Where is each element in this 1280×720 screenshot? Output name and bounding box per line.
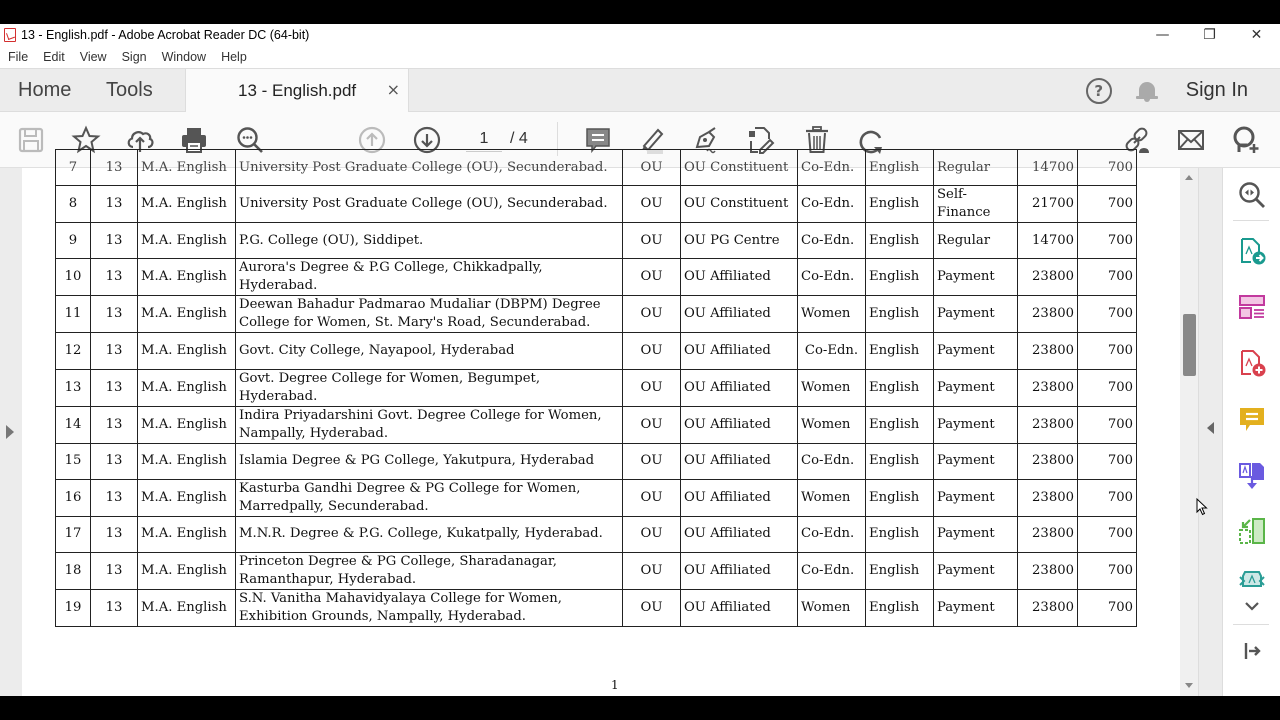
- tab-bar-actions: [1086, 69, 1280, 112]
- tools-divider: [1233, 220, 1269, 221]
- save-icon[interactable]: [15, 124, 47, 156]
- page-number-input[interactable]: 1: [466, 126, 502, 152]
- window-controls: [1139, 24, 1280, 46]
- left-navigation-pane: [0, 168, 22, 696]
- compress-icon[interactable]: [1237, 516, 1267, 546]
- expand-left-pane-icon[interactable]: [6, 425, 14, 439]
- combine-files-icon[interactable]: [1237, 460, 1267, 490]
- notifications-bell-icon[interactable]: [1136, 79, 1158, 103]
- document-area: [0, 159, 1280, 696]
- table-row: 18 13 M.A. English Princeton Degree & PG College, Sharadanagar, Ramanthapur, Hyderabad. OU OU Affiliated Co-Edn. English Payment 23800 700: [56, 552, 1137, 589]
- mouse-cursor-icon: [1196, 498, 1208, 516]
- organize-pages-icon[interactable]: [1237, 292, 1267, 322]
- tab-document-label: 13 - English.pdf: [238, 81, 357, 100]
- tools-divider-bottom: [1233, 624, 1269, 625]
- more-tools-chevron-icon[interactable]: [1237, 598, 1267, 616]
- table-row: 12 13 M.A. English Govt. City College, Nayapool, Hyderabad OU OU Affiliated Co-Edn. English Payment 23800 700: [56, 333, 1137, 369]
- table-row: 19 13 M.A. English S.N. Vanitha Mahavidyalaya College for Women, Exhibition Grounds, Nampally, Hyderabad. OU OU Affiliated Women English Payment 23800 700: [56, 589, 1137, 626]
- scrollbar-thumb[interactable]: [1183, 314, 1196, 376]
- menu-window[interactable]: Window: [161, 50, 207, 64]
- menu-bar: [0, 46, 1280, 68]
- title-bar: [0, 24, 1280, 46]
- menu-view[interactable]: View: [79, 50, 107, 64]
- comment-tool-icon[interactable]: [1237, 404, 1267, 434]
- minimize-button[interactable]: —: [1155, 27, 1170, 43]
- help-icon[interactable]: ?: [1086, 78, 1112, 104]
- right-pane-toggle-strip: [1198, 168, 1222, 696]
- table-row: 15 13 M.A. English Islamia Degree & PG College, Yakutpura, Hyderabad OU OU Affiliated Co-Edn. English Payment 23800 700: [56, 443, 1137, 479]
- tab-document[interactable]: [185, 69, 409, 113]
- table-row: 11 13 M.A. English Deewan Bahadur Padmarao Mudaliar (DBPM) Degree College for Women, St. Mary's Road, Secunderabad. OU OU Affiliated Women English Payment 23800 700: [56, 296, 1137, 333]
- create-pdf-icon[interactable]: [1237, 348, 1267, 378]
- menu-file[interactable]: File: [8, 50, 29, 64]
- table-row: 16 13 M.A. English Kasturba Gandhi Degree & PG College for Women, Marredpally, Secunderabad. OU OU Affiliated Women English Payment 23800 700: [56, 479, 1137, 516]
- tab-home[interactable]: Home: [18, 79, 72, 101]
- zoom-tool-icon[interactable]: [1237, 180, 1267, 210]
- table-row: 9 13 M.A. English P.G. College (OU), Siddipet. OU OU PG Centre Co-Edn. English Regular 14700 700: [56, 223, 1137, 259]
- table-row: 13 13 M.A. English Govt. Degree College for Women, Begumpet, Hyderabad. OU OU Affiliated Women English Payment 23800 700: [56, 369, 1137, 406]
- page-total-label: / 4: [510, 130, 528, 147]
- menu-edit[interactable]: Edit: [43, 50, 65, 64]
- window-title: 13 - English.pdf - Adobe Acrobat Reader DC (64-bit): [21, 28, 310, 42]
- add-user-icon[interactable]: [1230, 124, 1262, 156]
- table-row-partial: 7 13 M.A. English University Post Graduate College (OU), Secunderabad. OU OU Constituent Co-Edn. English Regular 14700 700: [56, 150, 1137, 186]
- colleges-table: [55, 149, 1137, 627]
- close-window-button[interactable]: ✕: [1250, 27, 1263, 43]
- table-row: 8 13 M.A. English University Post Graduate College (OU), Secunderabad. OU OU Constituent Co-Edn. English Self-Finance 21700 700: [56, 186, 1137, 223]
- pdf-page: [22, 159, 1180, 696]
- acrobat-window: [0, 24, 1280, 696]
- vertical-scrollbar[interactable]: [1180, 168, 1198, 696]
- acrobat-app-icon: [4, 28, 16, 42]
- collapse-panel-icon[interactable]: [1237, 636, 1267, 666]
- table-row: 17 13 M.A. English M.N.R. Degree & P.G. College, Kukatpally, Hyderabad. OU OU Affiliated Co-Edn. English Payment 23800 700: [56, 516, 1137, 552]
- menu-sign[interactable]: Sign: [121, 50, 147, 64]
- sign-in-button[interactable]: Sign In: [1185, 79, 1248, 101]
- scroll-up-arrow-icon[interactable]: [1185, 175, 1193, 180]
- table-row: 14 13 M.A. English Indira Priyadarshini Govt. Degree College for Women, Nampally, Hyderabad. OU OU Affiliated Women English Payment 23800 700: [56, 406, 1137, 443]
- restore-button[interactable]: ❐: [1203, 27, 1216, 43]
- tab-bar: [0, 68, 1280, 112]
- tools-pane: [1222, 168, 1280, 696]
- collapse-right-pane-icon[interactable]: [1207, 422, 1214, 434]
- table-row: 10 13 M.A. English Aurora's Degree & P.G College, Chikkadpally, Hyderabad. OU OU Affiliated Co-Edn. English Payment 23800 700: [56, 259, 1137, 296]
- scan-ocr-icon[interactable]: [1237, 568, 1267, 598]
- menu-help[interactable]: Help: [221, 50, 247, 64]
- page-footer-number: 1: [611, 678, 619, 692]
- export-pdf-icon[interactable]: [1237, 236, 1267, 266]
- tab-tools[interactable]: Tools: [106, 79, 153, 101]
- scroll-down-arrow-icon[interactable]: [1185, 683, 1193, 688]
- close-tab-icon[interactable]: ×: [386, 80, 400, 99]
- email-icon[interactable]: [1175, 124, 1207, 156]
